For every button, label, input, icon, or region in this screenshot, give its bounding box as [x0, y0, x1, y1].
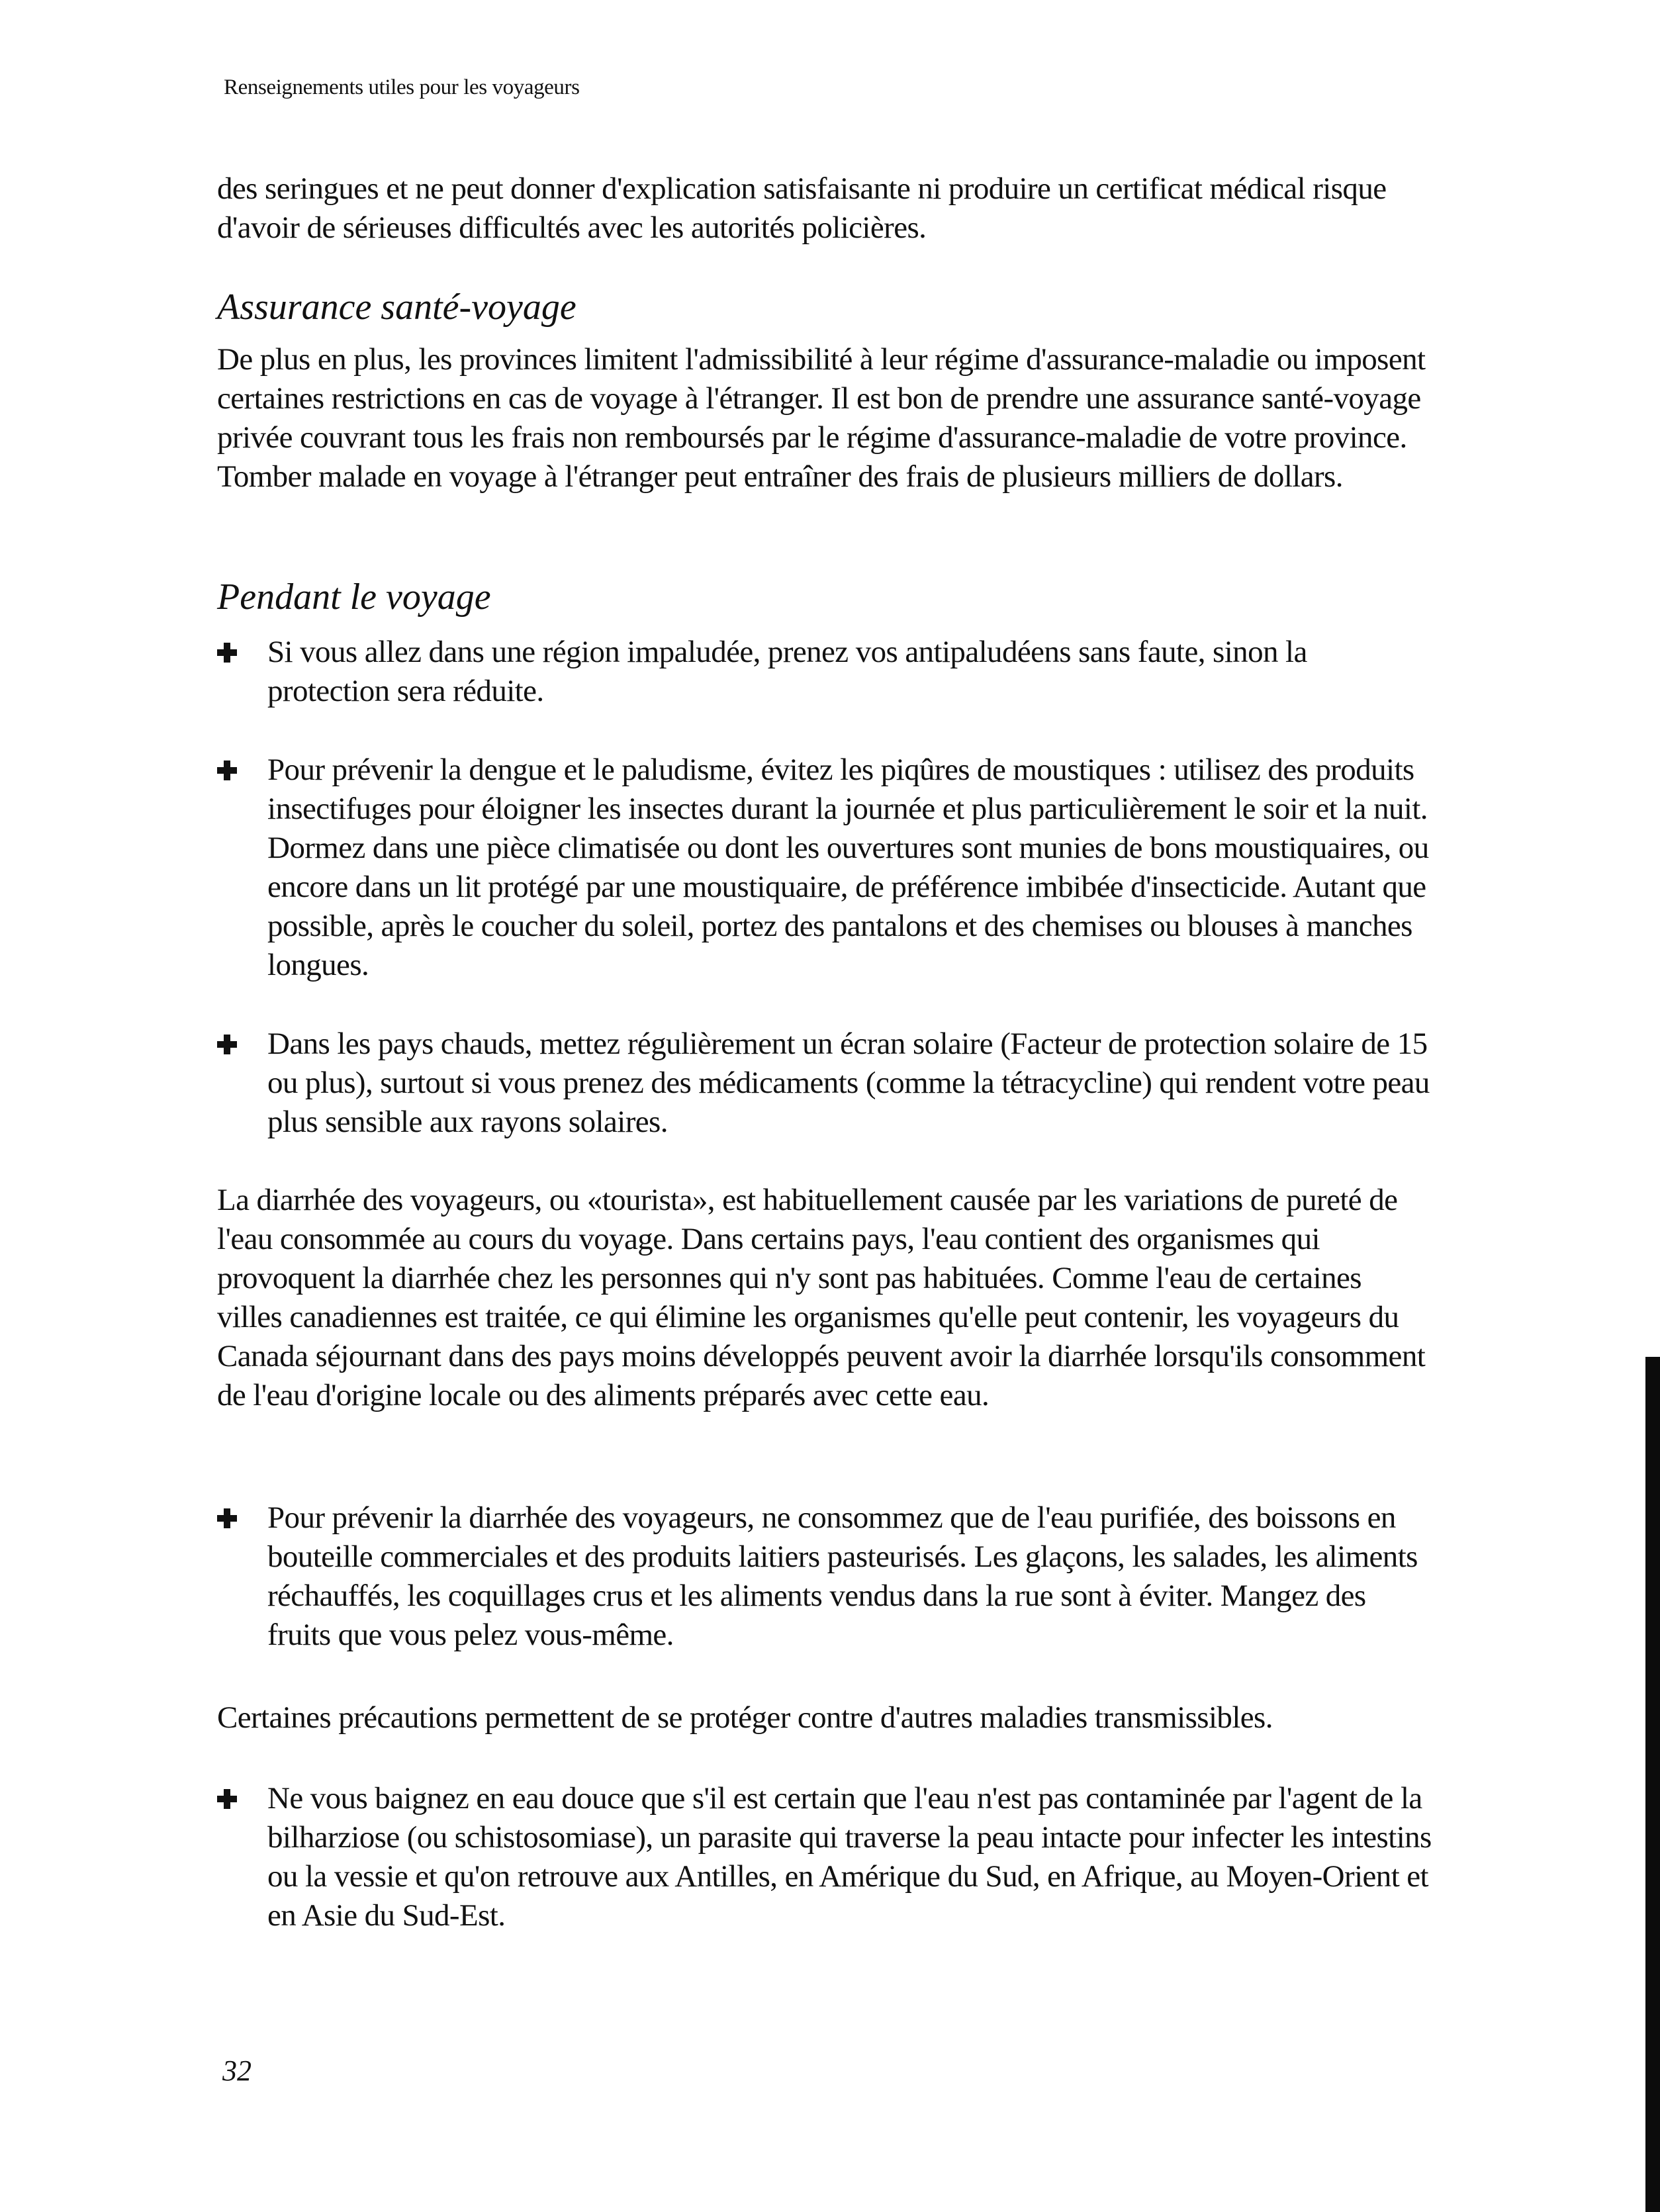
plus-bullet-icon — [217, 1789, 237, 1809]
plus-bullet-icon — [217, 1508, 237, 1528]
plus-bullet-icon — [217, 643, 237, 663]
scan-edge-shadow — [1645, 1357, 1660, 2212]
insurance-paragraph: De plus en plus, les provinces limitent l'admissibilité à leur régime d'assurance-maladie ou imposent certaines restrictions en cas de voyage à l'étranger. Il est bon de prendre une assurance santé-voyage privée couvrant tous les frais non remboursés par le régime d'assurance-maladie de votre province. Tomber malade en voyage à l'étranger peut entraîner des frais de plusieurs milliers de dollars. — [217, 342, 1426, 494]
running-head: Renseignements utiles pour les voyageurs — [224, 75, 580, 99]
plus-bullet-icon — [217, 760, 237, 780]
bullet-text: Ne vous baignez en eau douce que s'il est certain que l'eau n'est pas contaminée par l'agent de la bilharziose (ou schistosomiase), un parasite qui traverse la peau intacte pour infecter les intestins ou la vessie et qu'on retrouve aux Antilles, en Amérique du Sud, en Afrique, au Moyen-Orient et en Asie du Sud-Est. — [267, 1781, 1432, 1933]
section-heading-during-trip: Pendant le voyage — [217, 576, 491, 618]
bullet-text: Pour prévenir la diarrhée des voyageurs, ne consommez que de l'eau purifiée, des boissons en bouteille commerciales et des produits laitiers pasteurisés. Les glaçons, les salades, les aliments réchauffés, les coquillages crus et les aliments vendus dans la rue sont à éviter. Mangez des fruits que vous pelez vous-même. — [267, 1500, 1418, 1652]
bullet-text: Si vous allez dans une région impaludée, prenez vos antipaludéens sans faute, sinon la protection sera réduite. — [267, 635, 1307, 708]
diarrhea-paragraph: La diarrhée des voyageurs, ou «tourista», est habituellement causée par les variations de pureté de l'eau consommée au cours du voyage. Dans certains pays, l'eau contient des organismes qui provoquent la diarrhée chez les personnes qui n'y sont pas habituées. Comme l'eau de certaines villes canadiennes est traitée, ce qui élimine les organismes qu'elle peut contenir, les voyageurs du Canada séjournant dans des pays moins développés peuvent avoir la diarrhée lorsqu'ils consomment de l'eau d'origine locale ou des aliments préparés avec cette eau. — [217, 1183, 1426, 1412]
plus-bullet-icon — [217, 1035, 237, 1054]
page-number: 32 — [222, 2054, 252, 2087]
bullet-text: Pour prévenir la dengue et le paludisme, évitez les piqûres de moustiques : utilisez des produits insectifuges pour éloigner les insectes durant la journée et plus particulièrement le soir et la nuit. Dormez dans une pièce climatisée ou dont les ouvertures sont munies de bons moustiquaires, ou encore dans un lit protégé par une moustiquaire, de préférence imbibée d'insecticide. Autant que possible, après le coucher du soleil, portez des pantalons et des chemises ou blouses à manches longues. — [267, 753, 1429, 982]
precautions-paragraph: Certaines précautions permettent de se protéger contre d'autres maladies transmissibles. — [217, 1700, 1273, 1735]
intro-paragraph: des seringues et ne peut donner d'explication satisfaisante ni produire un certificat médical risque d'avoir de sérieuses difficultés avec les autorités policières. — [217, 171, 1387, 245]
section-heading-insurance: Assurance santé-voyage — [217, 287, 576, 328]
bullet-text: Dans les pays chauds, mettez régulièrement un écran solaire (Facteur de protection solaire de 15 ou plus), surtout si vous prenez des médicaments (comme la tétracycline) qui rendent votre peau plus sensible aux rayons solaires. — [267, 1027, 1430, 1139]
